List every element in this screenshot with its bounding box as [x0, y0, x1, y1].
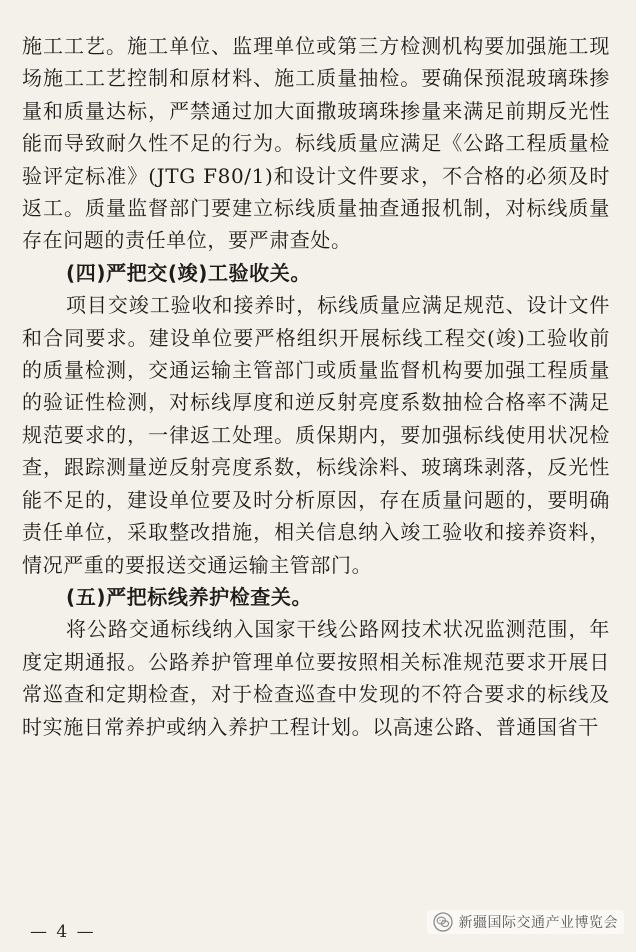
page-number: — 4 —: [30, 922, 96, 942]
section-heading-5: (五)严把标线养护检查关。: [66, 584, 313, 609]
wechat-icon: [433, 912, 453, 932]
paragraph-1: 施工工艺。施工单位、监理单位或第三方检测机构要加强施工现场施工工艺控制和原材料、施工质量抽检。要确保预混玻璃珠掺量和质量达标，严禁通过加大面撒玻璃珠掺量来满足前期反光性能而导致耐久性不足的行为。标线质量应满足《公路工程质量检验评定标准》(JTG F80/1)和设计文件要求，不合格的必须及时返工。质量监督部门要建立标线质量抽查通报机制，对标线质量存在问题的责任单位，要严肃查处。: [22, 34, 610, 253]
paragraph-3: 将公路交通标线纳入国家干线公路网技术状况监测范围，年度定期通报。公路养护管理单位要按照相关标准规范要求开展日常巡查和定期检查，对于检查巡查中发现的不符合要求的标线及时实施日常养护或纳入养护工程计划。以高速公路、普通国省干: [22, 617, 610, 739]
section-heading-4: (四)严把交(竣)工验收关。: [66, 260, 311, 285]
paragraph-2: 项目交竣工验收和接养时，标线质量应满足规范、设计文件和合同要求。建设单位要严格组织开展标线工程交(竣)工验收前的质量检测，交通运输主管部门或质量监督机构要加强工程质量的验证性检测，对标线厚度和逆反射亮度系数抽检合格率不满足规范要求的，一律返工处理。质保期内，要加强标线使用状况检查，跟踪测量逆反射亮度系数，标线涂料、玻璃珠剥落，反光性能不足的，建设单位要及时分析原因，存在质量问题的，要明确责任单位，采取整改措施，相关信息纳入竣工验收和接养资料，情况严重的要报送交通运输主管部门。: [22, 293, 610, 577]
watermark: [427, 910, 625, 934]
watermark-text: 新疆国际交通产业博览会: [458, 915, 618, 931]
